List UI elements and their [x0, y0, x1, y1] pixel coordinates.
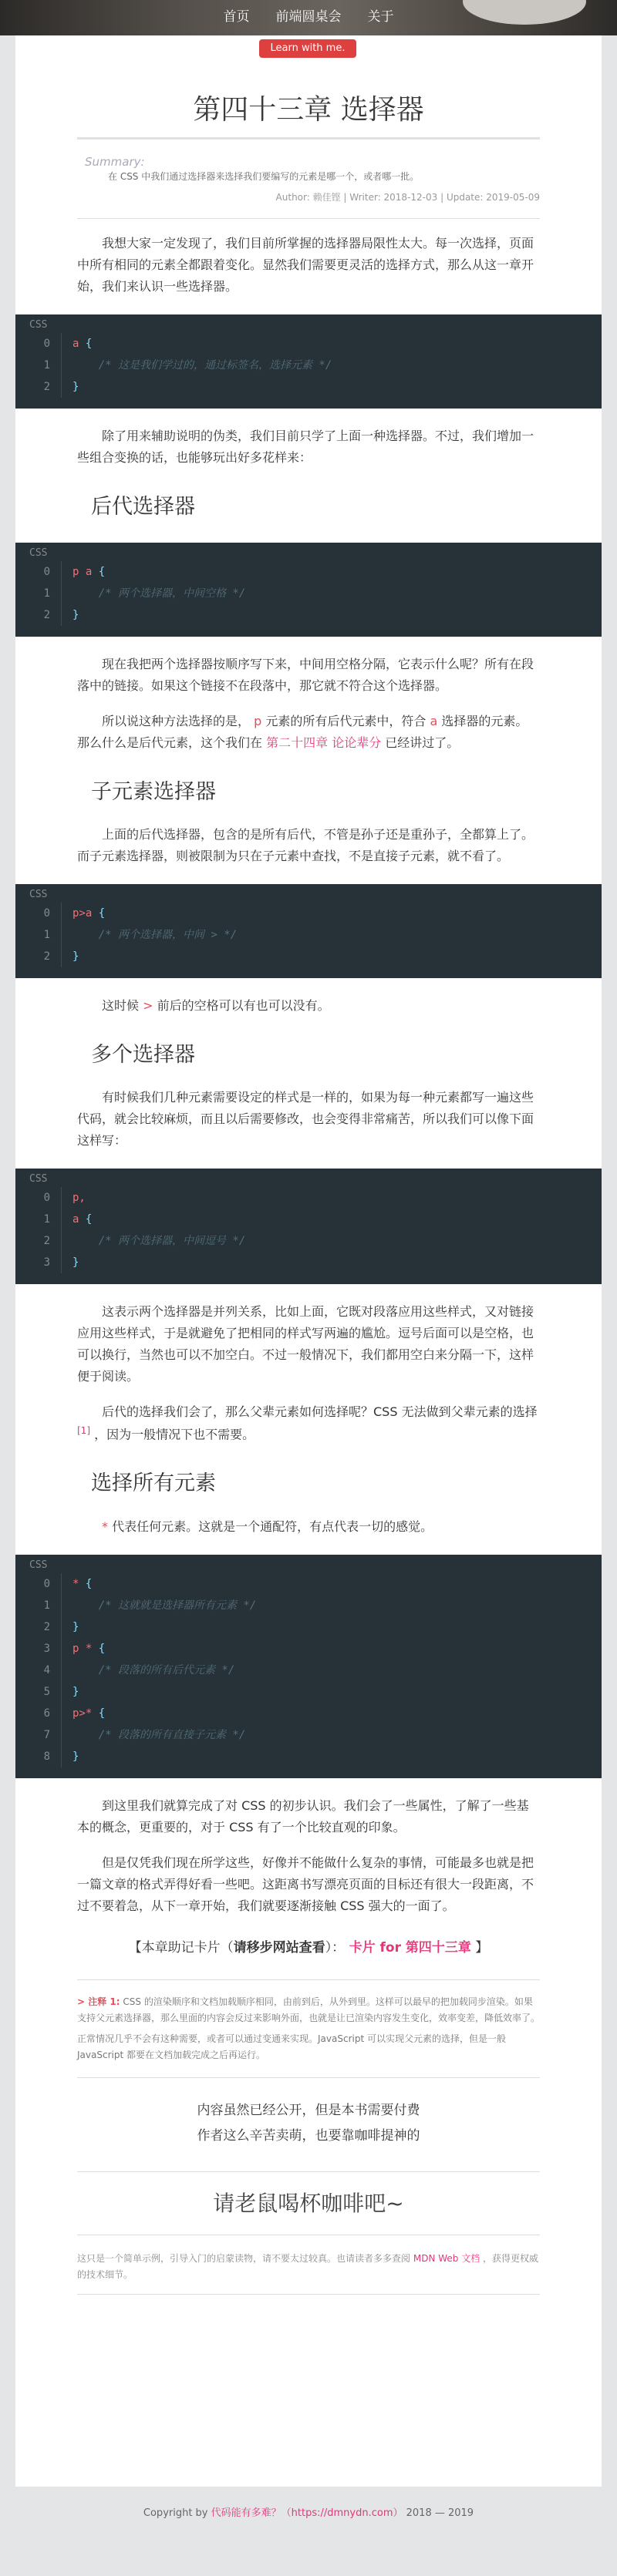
nav-home[interactable]: 首页 [223, 9, 250, 25]
paragraph: 这表示两个选择器是并列关系，比如上面，它既对段落应用这些样式，又对链接应用这些样式，于是就避免了把相同的样式写两遍的尴尬。逗号后面可以是空格，也可以换行，当然也可以不加空白。不过一般情况下，我们都用空白来分隔一下，这样便于阅读。 [77, 1304, 534, 1384]
code-selector: p>a [72, 906, 93, 920]
paragraph: 到这里我们就算完成了对 CSS 的初步认识。我们会了一些属性，了解了一些基本的概念，更重要的，对于 CSS 有了一个比较直观的印象。 [77, 1797, 529, 1834]
text-span: 这时候 [102, 997, 140, 1013]
code-lang-label: CSS [29, 1173, 48, 1185]
paragraph [77, 995, 540, 1017]
paragraph: 我想大家一定发现了，我们目前所掌握的选择器局限性太大。每一次选择，页面中所有相同的元素全都跟着变化。显然我们需要更灵活的选择方式，那么从这一章开始，我们来认识一些选择器。 [77, 236, 534, 294]
inline-code: > [143, 997, 153, 1013]
code-brace: } [72, 1620, 79, 1633]
code-selector: a [72, 1213, 79, 1226]
code-brace: { [79, 1577, 93, 1590]
summary-text: 在 CSS 中我们通过选择器来选择我们要编写的元素是哪一个，或者哪一批。 [108, 171, 420, 183]
paragraph: 现在我把两个选择器按顺序写下来，中间用空格分隔，它表示什么呢？所有在段落中的链接。如果这个链接不在段落中，那它就不符合这个选择器。 [77, 656, 534, 693]
footnote-label: > 注释 1: [77, 1996, 120, 2008]
text-span: ）： [325, 1939, 346, 1956]
text-span: 前后的空格可以有也可以没有。 [157, 997, 330, 1013]
text-span: 这只是一个简单示例，引导入门的启蒙读物，请不要太过较真。也请读者多多查阅 [77, 2252, 411, 2264]
code-brace: } [72, 1256, 79, 1269]
code-selector: p * [72, 1642, 93, 1655]
nav-frontend[interactable]: 前端圆桌会 [275, 9, 342, 25]
corner-decoration [463, 0, 586, 25]
code-selector: p>* [72, 1707, 93, 1720]
learn-badge: Learn with me. [259, 39, 356, 58]
memory-card [77, 1937, 540, 1960]
paragraph [77, 1401, 540, 1445]
code-selector: p, [72, 1192, 86, 1204]
code-comment: /* 这是我们学过的，通过标签名，选择元素 */ [98, 359, 332, 372]
page-title: 第四十三章 选择器 [77, 89, 540, 140]
text-span: 已经讲过了。 [385, 735, 460, 750]
code-brace: { [92, 906, 106, 920]
code-brace: { [92, 1707, 106, 1720]
code-block: CSS 0 p a { 1 /* 两个选择器，中间空格 */ 2 } [15, 543, 602, 637]
code-selector: p a [72, 565, 93, 578]
article-meta: Author: 赖佳铿 | Writer: 2018-12-03 | Update: 2019-05-09 [77, 190, 540, 219]
footnote-text-2: 正常情况几乎不会有这种需要，或者可以通过变通来实现。JavaScript 可以实现父元素的选择，但是一般 JavaScript 都要在文档加载完成之后再运行。 [77, 2033, 506, 2061]
code-comment: /* 两个选择器，中间 > */ [98, 928, 238, 941]
payment-line-1: 内容虽然已经公开，但是本书需要付费 [197, 2103, 420, 2119]
code-brace: } [72, 608, 79, 621]
paragraph [77, 1516, 540, 1538]
paragraph: 上面的后代选择器，包含的是所有后代，不管是孙子还是重孙子，全都算上了。而子元素选择器，则被限制为只在子元素中查找，不是直接子元素，就不看了。 [77, 826, 534, 863]
paragraph: 但是仅凭我们现在所学这些，好像并不能做什么复杂的事情，可能最多也就是把一篇文章的格式弄得好看一些吧。这距离书写漂亮页面的目标还有很大一段距离，不过不要着急，从下一章开始，我们就要逐渐接触 CSS 强大的一面了。 [77, 1855, 534, 1913]
text-span: 所以说这种方法选择的是， [102, 713, 251, 728]
code-selector: a [72, 338, 79, 351]
nav-about[interactable]: 关于 [367, 9, 394, 25]
payment-notice [77, 2098, 540, 2148]
code-block: CSS 0 a { 1 /* 这是我们学过的，通过标签名，选择元素 */ 2 } [15, 314, 602, 409]
code-brace: } [72, 1750, 79, 1763]
text-span: ，获得更权威的技术细节。 [77, 2252, 539, 2280]
card-hint: 请移步网站查看 [233, 1939, 325, 1956]
footer [0, 2487, 617, 2538]
summary-label: Summary: [85, 155, 145, 169]
code-comment: /* 段落的所有直接子元素 */ [98, 1728, 246, 1741]
text-span: 元素的所有后代元素中，符合 [265, 713, 427, 728]
site-link[interactable]: 代码能有多难？（https://dmnydn.com） [211, 2507, 403, 2519]
copyright-text: Copyright by [143, 2507, 208, 2519]
code-lang-label: CSS [29, 1559, 48, 1571]
section-heading-multi: 多个选择器 [91, 1042, 195, 1067]
text-span: 【本章助记卡片（ [128, 1939, 234, 1956]
code-comment: /* 两个选择器，中间逗号 */ [98, 1235, 246, 1247]
footnote-text: CSS 的渲染顺序和文档加载顺序相同，由前到后，从外到里。这样可以最早的把加载同步渲染。如果支持父元素选择器，那么里面的内容会反过来影响外面，也就是让已渲染内容发生变化，效率变差，降低效率了。 [77, 1996, 541, 2024]
text-span: 选择器的元素。那么什么是后代元素，这个我们在 [77, 713, 528, 750]
code-brace: } [72, 381, 79, 394]
chapter-link[interactable]: 第二十四章 论论辈分 [266, 735, 382, 750]
paragraph: 除了用来辅助说明的伪类，我们目前只学了上面一种选择器。不过，我们增加一些组合变换的话，也能够玩出好多花样来： [77, 429, 534, 466]
code-block: CSS 0 p, 1 a { 2 /* 两个选择器，中间逗号 */ 3 } [15, 1169, 602, 1284]
disclaimer [77, 2251, 540, 2295]
code-comment: /* 两个选择器，中间空格 */ [98, 587, 246, 600]
text-span: ，因为一般情况下也不需要。 [94, 1427, 255, 1442]
code-lang-label: CSS [29, 546, 48, 559]
section-heading-all: 选择所有元素 [91, 1471, 216, 1496]
code-block: CSS 0 p>a { 1 /* 两个选择器，中间 > */ 2 } [15, 884, 602, 978]
code-lang-label: CSS [29, 319, 48, 331]
mdn-link[interactable]: MDN Web 文档 [413, 2252, 480, 2264]
code-selector: * [72, 1577, 79, 1590]
top-nav [0, 0, 617, 35]
code-brace: } [72, 1685, 79, 1698]
copyright-years: 2018 — 2019 [406, 2507, 474, 2519]
code-brace: { [79, 338, 93, 351]
card-link[interactable]: 卡片 for 第四十三章 [349, 1939, 471, 1956]
text-span: 代表任何元素。这就是一个通配符，有点代表一切的感觉。 [112, 1518, 433, 1534]
inline-code: * [102, 1518, 108, 1534]
code-lang-label: CSS [29, 888, 48, 900]
code-block: CSS 0 * { 1 /* 这就就是选择器所有元素 */ 2 } 3 p * { 4 /* 段落的所有后代元素 */ 5 } 6 p>* { 7 /* 段落的所有直接子元素 */ 8 } [15, 1555, 602, 1778]
code-brace: } [72, 950, 79, 963]
code-comment: /* 段落的所有后代元素 */ [98, 1663, 235, 1676]
text-span: 】 [475, 1939, 489, 1956]
inline-code: a [430, 713, 438, 728]
code-brace: { [92, 1642, 106, 1655]
footnote-1 [77, 1994, 540, 2026]
paragraph: 有时候我们几种元素需要设定的样式是一样的，如果为每一种元素都写一遍这些代码，就会比较麻烦，而且以后需要修改，也会变得非常痛苦，所以我们可以像下面这样写： [77, 1090, 534, 1148]
footnote-link[interactable]: [1] [77, 1425, 90, 1436]
buy-coffee-button[interactable]: 请老鼠喝杯咖啡吧~ [77, 2171, 540, 2235]
paragraph [77, 711, 540, 754]
code-brace: { [92, 565, 106, 578]
article-page [15, 35, 602, 2487]
footnote-box [77, 1979, 540, 2078]
code-comment: /* 这就就是选择器所有元素 */ [98, 1599, 257, 1612]
code-brace: { [79, 1213, 93, 1226]
inline-code: p [254, 713, 262, 728]
section-heading-descendant: 后代选择器 [91, 495, 195, 520]
section-heading-child: 子元素选择器 [91, 779, 216, 804]
payment-line-2: 作者这么辛苦卖萌，也要靠咖啡提神的 [197, 2127, 420, 2144]
text-span: 后代的选择我们会了，那么父辈元素如何选择呢？CSS 无法做到父辈元素的选择 [102, 1404, 538, 1419]
